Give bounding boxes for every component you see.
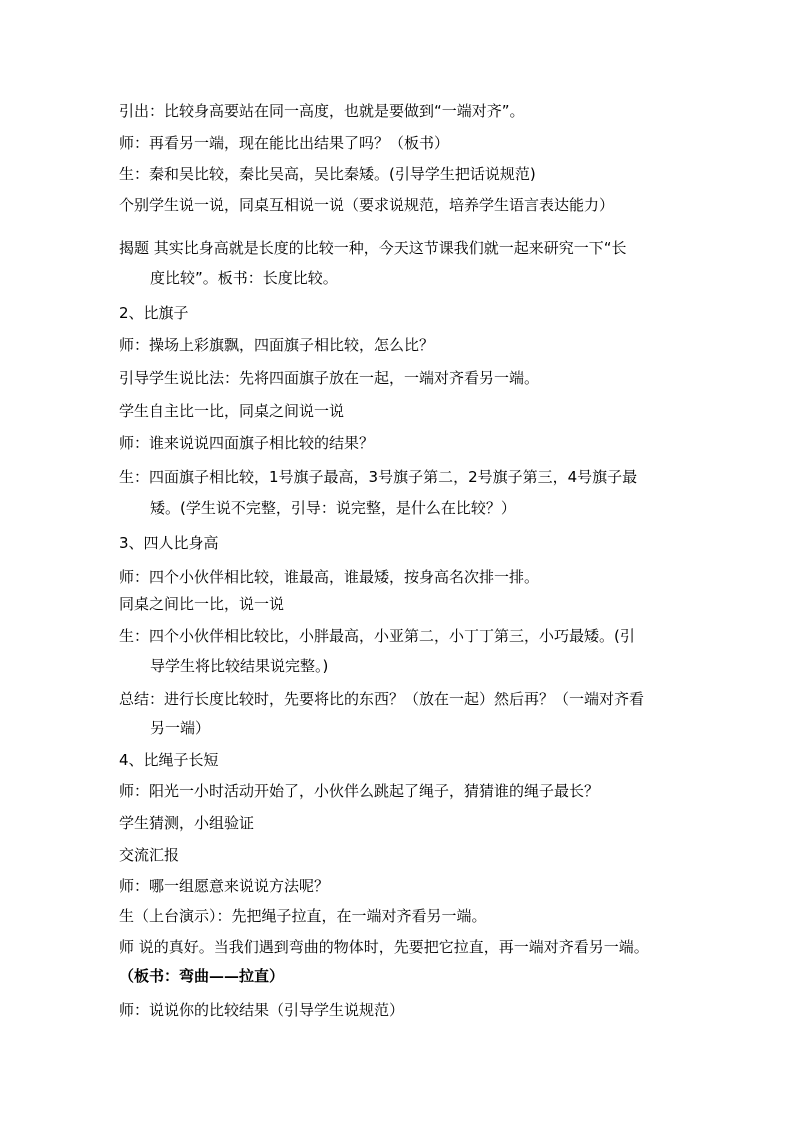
paragraph-pair-talk: 个别学生说一说，同桌互相说一说（要求说规范，培养学生语言表达能力） [119, 196, 615, 214]
paragraph-teacher-other-end: 师：再看另一端，现在能比出结果了吗？（板书） [119, 134, 450, 152]
paragraph-student-partners: 生：四个小伙伴相比较比，小胖最高，小亚第二，小丁丁第三，小巧最矮。(引 [119, 627, 635, 645]
paragraph-guess-verify: 学生猜测，小组验证 [119, 814, 255, 832]
section-heading-flags: 2、比旗子 [119, 304, 189, 322]
paragraph-teacher-result: 师：谁来说说四面旗子相比较的结果？ [119, 434, 375, 452]
paragraph-teacher-final: 师：说说你的比较结果（引导学生说规范） [119, 1001, 405, 1019]
paragraph-topic-reveal-cont: 度比较”。板书：长度比较。 [150, 269, 338, 287]
paragraph-guide-method: 引导学生说比法：先将四面旗子放在一起，一端对齐看另一端。 [119, 369, 540, 387]
paragraph-pair-compare: 同桌之间比一比，说一说 [119, 595, 285, 613]
paragraph-introduction: 引出：比较身高要站在同一高度，也就是要做到“一端对齐”。 [119, 102, 525, 120]
paragraph-teacher-partners: 师：四个小伙伴相比较，谁最高，谁最矮，按身高名次排一排。 [119, 568, 540, 586]
paragraph-student-partners-cont: 导学生将比较结果说完整。) [150, 657, 329, 675]
paragraph-student-demo: 生（上台演示）：先把绳子拉直，在一端对齐看另一端。 [119, 907, 487, 925]
paragraph-self-compare: 学生自主比一比，同桌之间说一说 [119, 402, 345, 420]
section-heading-height: 3、四人比身高 [119, 534, 219, 552]
paragraph-summary: 总结：进行长度比较时，先要将比的东西？（放在一起）然后再？（一端对齐看 [119, 690, 645, 708]
paragraph-student-flags-cont: 矮。(学生说不完整，引导：说完整，是什么在比较？） [150, 499, 516, 517]
paragraph-student-compare: 生：秦和吴比较，秦比吴高，吴比秦矮。(引导学生把话说规范) [119, 165, 536, 183]
paragraph-teacher-method: 师：哪一组愿意来说说方法呢？ [119, 877, 330, 895]
paragraph-topic-reveal: 揭题 其实比身高就是长度的比较一种，今天这节课我们就一起来研究一下“长 [119, 239, 627, 257]
paragraph-teacher-rope: 师：阳光一小时活动开始了，小伙伴么跳起了绳子，猜猜谁的绳子最长？ [119, 782, 600, 800]
paragraph-report: 交流汇报 [119, 846, 180, 864]
paragraph-summary-cont: 另一端） [150, 719, 211, 737]
paragraph-teacher-flags: 师：操场上彩旗飘，四面旗子相比较，怎么比？ [119, 336, 435, 354]
paragraph-teacher-praise: 师 说的真好。当我们遇到弯曲的物体时，先要把它拉直，再一端对齐看另一端。 [119, 938, 649, 956]
section-heading-rope: 4、比绳子长短 [119, 751, 219, 769]
paragraph-student-flags: 生：四面旗子相比较，1号旗子最高，3号旗子第二，2号旗子第三，4号旗子最 [119, 468, 638, 486]
board-note-curve-straight: （板书：弯曲——拉直） [119, 967, 285, 985]
